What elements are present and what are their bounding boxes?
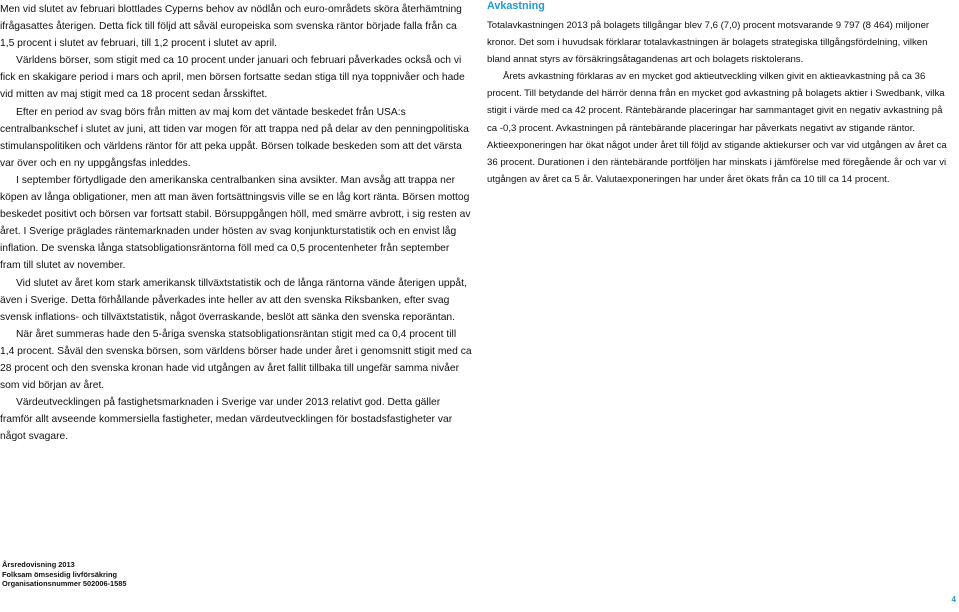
paragraph-annual-return: Årets avkastning förklaras av en mycket god aktieutveckling vilken givit en aktieavkastning på ca 36 procent. Till betydande del härrör denna från en mycket god avkastning på bolagets aktier i Swedbank, vilka stigit i värde med ca 42 procent. Räntebärande placeringar har sammantaget givit en negativ avkastning på ca -0,3 procent. Avkastningen på räntebärande placeringar har påverkats negativt av stigande räntor. Aktieexponeringen har ökat något under året till följd av stigande aktiekurser och var vid utgången av året ca 36 procent. Durationen i den räntebärande portföljen har minskats i jämförelse med föregående år och var vi utgången av året ca 5 år. Valutaexponeringen har under året ökats från ca 10 till ca 14 procent.	[487, 71, 947, 185]
cyprus-fragment: Detta fick till följd att såväl europeiska som svenska räntor började falla från ca 1,5 procent i slutet av februari, till 1,2 procent i slutet av april.	[0, 21, 457, 50]
footer-company-name: Folksam ömsesidig livförsäkring	[2, 569, 118, 579]
paragraph-year-end: Vid slutet av året kom stark amerikansk tillväxtstatistik och de långa räntorna vände återigen uppåt, även i Sverige. Detta förhållande påverkades inte heller av att den svenska Riksbanken, efter svag svensk inflations- och tillväxtstatistik, något överraskande, beslöt att sänka den svenska reporäntan.	[0, 277, 467, 323]
footer	[2, 560, 126, 589]
left-column	[0, 0, 472, 445]
paragraph-usa-central-bank: Efter en period av svag börs från mitten av maj kom det väntade beskedet från USA:s centralbankschef i slutet av juni, att tiden var mogen för att trappa ned på delar av den penningpolitiska stimulanspolitiken och världens räntor för att peka uppåt. Börsen tolkade beskeden som att det värsta var över och en ny uppgångsfas inleddes.	[0, 106, 469, 169]
paragraph-total-return: Totalavkastningen 2013 på bolagets tillgångar blev 7,6 (7,0) procent motsvarande 9 797 (8 464) miljoner kronor. Det som i huvudsak förklarar totalavkastningen är bolagets strategiska tillgångsfördelning, vilken bland annat styrs av försäkringsåtagandenas art och bolagets risktolerans.	[487, 20, 930, 66]
footer-org-number: Organisationsnummer 502006-1585	[2, 579, 127, 589]
footer-report-title: Årsredovisning 2013	[2, 560, 75, 569]
right-column	[487, 0, 951, 188]
paragraph-cyprus	[0, 1, 472, 52]
section-heading-avkastning: Avkastning	[487, 0, 545, 12]
paragraph-world-markets: Världens börser, som stigit med ca 10 procent under januari och februari påverkades också och vi fick en skakigare period i mars och april, men börsen fortsatte sedan stiga till nya toppnivåer och hade vid mitten av maj stigit med ca 18 procent sedan årsskiftet.	[0, 55, 465, 101]
paragraph-summary: När året summeras hade den 5-åriga svenska statsobligationsräntan stigit med ca 0,4 procent till 1,4 procent. Såväl den svenska börsen, som världens börser hade under året i genomsnitt stigit med ca 28 procent och den svenska kronan hade vid utgången av året fallit tillbaka till ungefär samma nivåer som vid början av året.	[0, 328, 472, 392]
page-number: 4	[951, 595, 956, 604]
paragraph-real-estate: Värdeutvecklingen på fastighetsmarknaden i Sverige var under 2013 relativt god. Detta gäller framför allt avseende kommersiella fastigheter, medan värdeutvecklingen för bostadsfastigheter var något svagare.	[0, 397, 453, 443]
cyprus-text: Men vid slutet av februari blottlades Cyperns behov av nödlån och euro-områdets sköra återhämtning ifrågasattes återigen.	[0, 4, 462, 33]
paragraph-september: I september förtydligade den amerikanska centralbanken sina avsikter. Man avsåg att trappa ner köpen av långa obligationer, men att man även fortsättningsvis ville se en låg kort ränta. Börsen mottog beskedet positivt och börsen var fortsatt stabil. Börsuppgången höll, med smärre avbrott, i sig resten av året. I Sverige präglades räntemarknaden under hösten av svag konjunkturstatistik och en envist låg inflation. De svenska långa statsobligationsräntorna föll med ca 0,5 procentenheter från september fram till slutet av november.	[0, 174, 471, 272]
